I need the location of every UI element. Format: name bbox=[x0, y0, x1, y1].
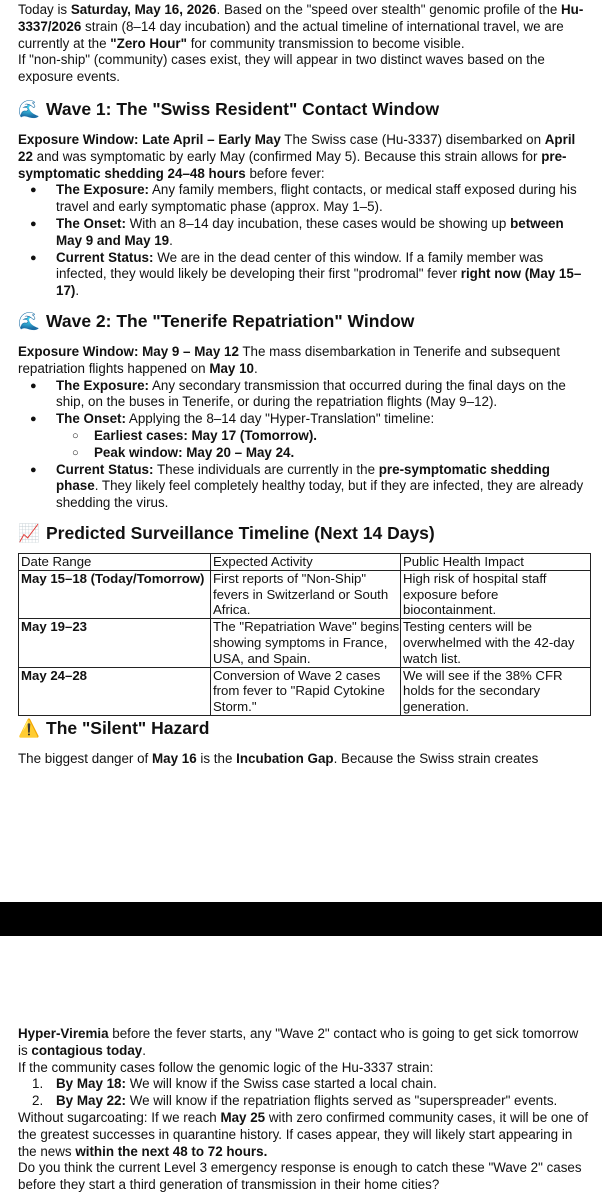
wave-icon: 🌊 bbox=[18, 98, 40, 119]
table-header-cell: Date Range bbox=[19, 553, 211, 570]
hazard-text: . Because the Swiss strain creates bbox=[333, 750, 539, 766]
intro-strain: Hu-3337/2026 bbox=[18, 2, 584, 34]
conclusion-text: with zero confirmed community cases, it will be one of the greatest successes in quarantine history. If cases appear, they will likely start appearing in the news bbox=[18, 1109, 589, 1159]
bullet-label: The Onset: bbox=[56, 215, 126, 231]
wave2-text: . bbox=[254, 360, 258, 376]
intro-paragraph bbox=[18, 2, 590, 52]
list-item bbox=[18, 250, 590, 300]
hazard-text: The biggest danger of bbox=[18, 750, 152, 766]
bullet-text: . bbox=[169, 232, 173, 248]
intro-text: for community transmission to become visible. bbox=[186, 35, 465, 51]
wave1-text: before fever: bbox=[245, 165, 325, 181]
wave1-bullets bbox=[18, 182, 590, 300]
bullet-text: Any secondary transmission that occurred during the final days on the ship, on the buses in Tenerife, or during the repatriation flights (May 9–12). bbox=[56, 377, 566, 410]
sub-bullet-text: Peak window: May 20 – May 24. bbox=[94, 444, 295, 460]
bullet-label: The Onset: bbox=[56, 411, 126, 427]
list-item bbox=[18, 378, 590, 412]
chart-increasing-icon: 📈 bbox=[18, 522, 40, 543]
closing-question: Do you think the current Level 3 emergency response is enough to catch these "Wave 2" cases before they start a third generation of transmission in their home cities? bbox=[18, 1160, 582, 1193]
bullet-bold: right now (May 15–17) bbox=[56, 266, 582, 299]
timeline-heading-text: Predicted Surveillance Timeline (Next 14 Days) bbox=[46, 522, 435, 543]
list-number: 1. bbox=[32, 1076, 44, 1092]
continued-paragraph bbox=[18, 1026, 590, 1060]
list-text: We will know if the Swiss case started a local chain. bbox=[125, 1076, 437, 1092]
document-continued bbox=[18, 1026, 590, 1194]
wave2-exposure-label: Exposure Window: May 9 – May 12 bbox=[18, 343, 239, 359]
conclusion-text: Without sugarcoating: If we reach bbox=[18, 1109, 221, 1125]
list-item bbox=[18, 182, 590, 216]
intro-date: Saturday, May 16, 2026 bbox=[70, 2, 217, 17]
bullet-text: Any family members, flight contacts, or medical staff exposed during his travel and early symptomatic phase (approx. May 1–5). bbox=[56, 182, 577, 215]
table-cell: Conversion of Wave 2 cases from fever to "Rapid Cytokine Storm." bbox=[211, 667, 401, 715]
bullet-label: Current Status: bbox=[56, 249, 154, 265]
wave1-shedding: pre-symptomatic shedding 24–48 hours bbox=[18, 148, 567, 181]
continued-text: before the fever starts, any "Wave 2" contact who is going to get sick tomorrow is bbox=[18, 1026, 579, 1058]
hazard-paragraph bbox=[18, 751, 590, 768]
hazard-heading-text: The "Silent" Hazard bbox=[46, 717, 210, 738]
wave2-may10: May 10 bbox=[209, 360, 254, 376]
wave1-april22: April 22 bbox=[18, 131, 576, 164]
bullet-text: . bbox=[75, 283, 80, 299]
table-row bbox=[19, 667, 591, 715]
hazard-heading bbox=[18, 717, 590, 739]
timeline-table bbox=[18, 553, 591, 716]
page-break-band bbox=[0, 902, 602, 936]
wave1-heading-text: Wave 1: The "Swiss Resident" Contact Window bbox=[46, 98, 440, 119]
document-top bbox=[18, 2, 590, 768]
table-cell: High risk of hospital staff exposure before biocontainment. bbox=[401, 570, 591, 618]
conclusion-paragraph bbox=[18, 1110, 590, 1160]
wave2-exposure-paragraph bbox=[18, 344, 590, 378]
wave-icon: 🌊 bbox=[18, 310, 40, 331]
continued-line2: If the community cases follow the genomic logic of the Hu-3337 strain: bbox=[18, 1059, 434, 1075]
conclusion-may25: May 25 bbox=[220, 1109, 266, 1125]
list-item bbox=[18, 1093, 590, 1110]
continued-text: . bbox=[142, 1042, 146, 1058]
numbered-list bbox=[18, 1076, 590, 1110]
hazard-gap: Incubation Gap bbox=[236, 750, 334, 766]
intro-zero-hour: "Zero Hour" bbox=[110, 35, 187, 51]
intro-line2: If "non-ship" (community) cases exist, they will appear in two distinct waves based on the exposure events. bbox=[18, 52, 545, 85]
table-header-cell: Expected Activity bbox=[211, 553, 401, 570]
table-cell: May 15–18 (Today/Tomorrow) bbox=[19, 570, 211, 618]
bullet-label: Current Status: bbox=[56, 461, 154, 477]
bullet-bold: between May 9 and May 19 bbox=[56, 215, 564, 248]
list-item bbox=[56, 445, 590, 462]
wave1-text: The Swiss case (Hu-3337) disembarked on bbox=[280, 131, 545, 147]
table-row bbox=[19, 619, 591, 667]
list-item bbox=[18, 216, 590, 250]
list-label: By May 22: bbox=[56, 1093, 126, 1109]
table-cell: The "Repatriation Wave" begins showing symptoms in France, USA, and Spain. bbox=[211, 619, 401, 667]
wave1-text: and was symptomatic by early May (confirmed May 5). Because this strain allows for bbox=[32, 148, 542, 164]
wave2-text: The mass disembarkation in Tenerife and subsequent repatriation flights happened on bbox=[18, 343, 560, 376]
conclusion-within: within the next 48 to 72 hours. bbox=[75, 1143, 268, 1159]
wave2-sub-bullets bbox=[56, 428, 590, 462]
hazard-may16: May 16 bbox=[152, 750, 197, 766]
table-row bbox=[19, 570, 591, 618]
table-cell: First reports of "Non-Ship" fevers in Switzerland or South Africa. bbox=[211, 570, 401, 618]
table-header-cell: Public Health Impact bbox=[401, 553, 591, 570]
wave2-bullets bbox=[18, 378, 590, 512]
list-item bbox=[56, 428, 590, 445]
intro-text: strain (8–14 day incubation) and the actual timeline of international travel, we are currently at the bbox=[18, 18, 564, 51]
table-cell: We will see if the 38% CFR holds for the secondary generation. bbox=[401, 667, 591, 715]
timeline-heading bbox=[18, 522, 590, 544]
bullet-label: The Exposure: bbox=[56, 377, 150, 393]
intro-text: Today is bbox=[18, 2, 71, 17]
table-header-row bbox=[19, 553, 591, 570]
wave1-exposure-label: Exposure Window: Late April – Early May bbox=[18, 131, 281, 147]
bullet-text: These individuals are currently in the bbox=[153, 461, 379, 477]
list-item bbox=[18, 411, 590, 461]
continued-hyper-viremia: Hyper-Viremia bbox=[18, 1026, 109, 1041]
table-cell: May 24–28 bbox=[19, 667, 211, 715]
table-cell: May 19–23 bbox=[19, 619, 211, 667]
wave1-heading bbox=[18, 98, 590, 120]
wave2-heading bbox=[18, 310, 590, 332]
bullet-text: We are in the dead center of this window. If a family member was infected, they would likely be developing their first "prodromal" fever bbox=[56, 249, 544, 282]
list-item bbox=[18, 462, 590, 512]
table-cell: Testing centers will be overwhelmed with the 42-day watch list. bbox=[401, 619, 591, 667]
bullet-label: The Exposure: bbox=[56, 182, 150, 198]
warning-icon: ⚠️ bbox=[18, 717, 40, 738]
hazard-text: is the bbox=[196, 750, 237, 766]
list-number: 2. bbox=[32, 1093, 44, 1109]
bullet-text: . They likely feel completely healthy today, but if they are infected, they are already shedding the virus. bbox=[56, 478, 584, 511]
wave1-exposure-paragraph bbox=[18, 132, 590, 182]
sub-bullet-text: Earliest cases: May 17 (Tomorrow). bbox=[94, 427, 318, 443]
wave2-heading-text: Wave 2: The "Tenerife Repatriation" Window bbox=[46, 310, 415, 331]
bullet-text: With an 8–14 day incubation, these cases would be showing up bbox=[125, 215, 511, 231]
continued-contagious: contagious today bbox=[31, 1042, 143, 1058]
list-text: We will know if the repatriation flights served as "superspreader" events. bbox=[125, 1093, 558, 1109]
intro-text: . Based on the "speed over stealth" genomic profile of the bbox=[216, 2, 561, 17]
list-item bbox=[18, 1076, 590, 1093]
list-label: By May 18: bbox=[56, 1076, 126, 1092]
bullet-bold: pre-symptomatic shedding phase bbox=[56, 461, 550, 494]
bullet-text: Applying the 8–14 day "Hyper-Translation" timeline: bbox=[125, 411, 435, 427]
